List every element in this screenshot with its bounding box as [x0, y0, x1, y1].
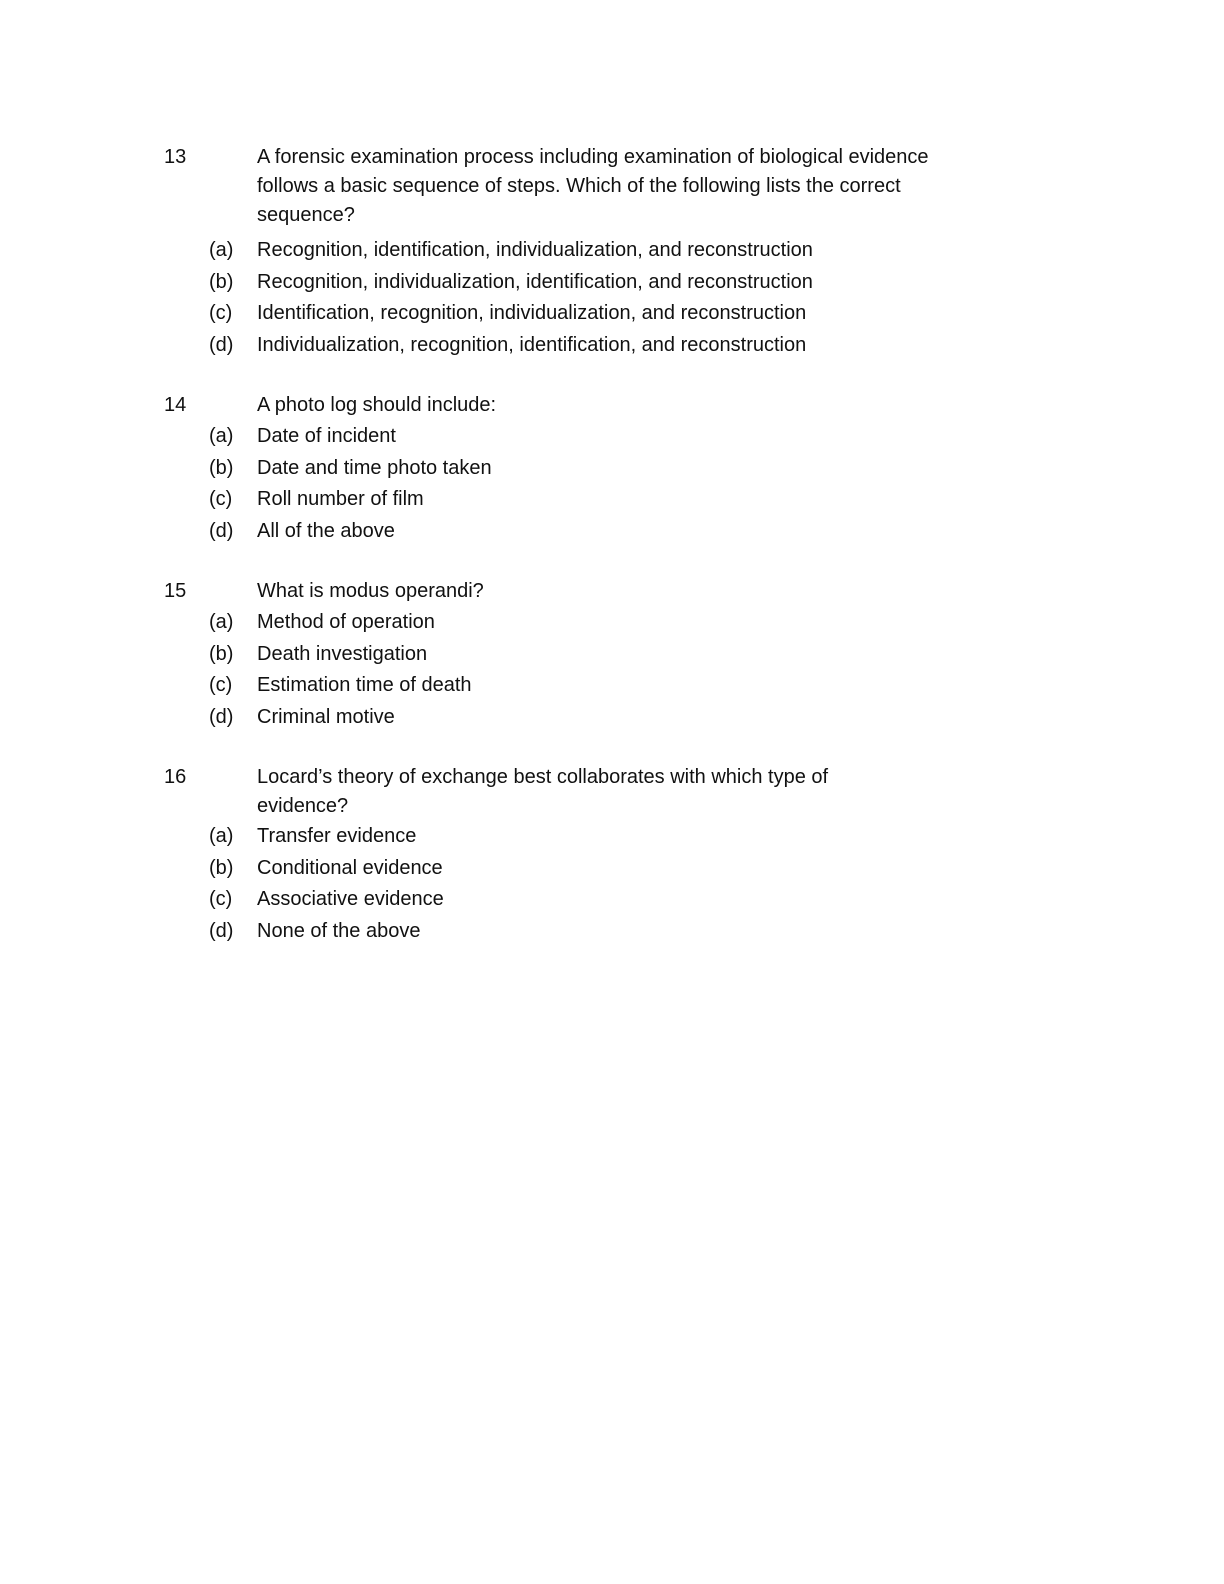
question-16	[164, 763, 1004, 947]
question-number: 16	[164, 766, 187, 788]
question-text: A forensic examination process including examination of biological evidence follows a basic sequence of steps. Which of the following lists the correct sequence?	[257, 146, 929, 226]
option-letter: (b)	[209, 456, 234, 479]
option-text: Roll number of film	[257, 488, 424, 510]
option-letter: (d)	[209, 333, 234, 356]
option-list	[164, 607, 1004, 733]
option-d	[164, 702, 1004, 734]
question-row	[164, 577, 1004, 606]
option-list	[164, 821, 1004, 947]
option-letter: (c)	[209, 302, 233, 324]
option-text: Recognition, individualization, identification, and reconstruction	[257, 270, 813, 293]
option-c	[164, 670, 1004, 702]
option-c	[164, 884, 1004, 916]
question-list	[164, 143, 1004, 977]
question-13	[164, 143, 1004, 361]
option-a	[164, 607, 1004, 639]
option-b	[164, 639, 1004, 671]
option-text: Transfer evidence	[257, 825, 417, 847]
option-letter: (a)	[209, 425, 234, 447]
question-number: 14	[164, 394, 187, 416]
option-letter: (c)	[209, 488, 233, 510]
question-text: Locard’s theory of exchange best collaborates with which type of evidence?	[257, 766, 829, 817]
option-text: Recognition, identification, individualization, and reconstruction	[257, 239, 813, 261]
option-text: None of the above	[257, 919, 421, 942]
option-d	[164, 516, 1004, 548]
option-text: Conditional evidence	[257, 856, 443, 879]
option-d	[164, 330, 1004, 362]
option-d	[164, 916, 1004, 948]
option-letter: (c)	[209, 674, 233, 696]
option-letter: (d)	[209, 519, 234, 542]
option-text: All of the above	[257, 519, 395, 542]
option-b	[164, 853, 1004, 885]
option-text: Estimation time of death	[257, 674, 472, 696]
option-a	[164, 235, 1004, 267]
option-text: Associative evidence	[257, 888, 444, 910]
option-text: Date of incident	[257, 425, 396, 447]
question-row	[164, 763, 1004, 821]
option-text: Identification, recognition, individualization, and reconstruction	[257, 302, 807, 324]
question-text: What is modus operandi?	[257, 580, 484, 602]
option-letter: (a)	[209, 825, 234, 847]
question-number: 15	[164, 580, 187, 602]
option-text: Method of operation	[257, 611, 435, 633]
option-letter: (d)	[209, 919, 234, 942]
question-text: A photo log should include:	[257, 394, 497, 416]
option-c	[164, 298, 1004, 330]
option-b	[164, 453, 1004, 485]
question-14	[164, 391, 1004, 547]
question-row	[164, 391, 1004, 420]
option-letter: (c)	[209, 888, 233, 910]
option-text: Death investigation	[257, 642, 428, 665]
option-text: Date and time photo taken	[257, 456, 492, 479]
option-letter: (a)	[209, 239, 234, 261]
option-text: Criminal motive	[257, 705, 395, 728]
option-a	[164, 421, 1004, 453]
question-15	[164, 577, 1004, 733]
question-row	[164, 143, 1004, 230]
option-letter: (a)	[209, 611, 234, 633]
option-text: Individualization, recognition, identification, and reconstruction	[257, 333, 807, 356]
option-letter: (d)	[209, 705, 234, 728]
option-b	[164, 267, 1004, 299]
option-c	[164, 484, 1004, 516]
option-letter: (b)	[209, 642, 234, 665]
option-a	[164, 821, 1004, 853]
option-list	[164, 421, 1004, 547]
option-letter: (b)	[209, 856, 234, 879]
option-letter: (b)	[209, 270, 234, 293]
option-list	[164, 235, 1004, 361]
question-number: 13	[164, 146, 187, 168]
